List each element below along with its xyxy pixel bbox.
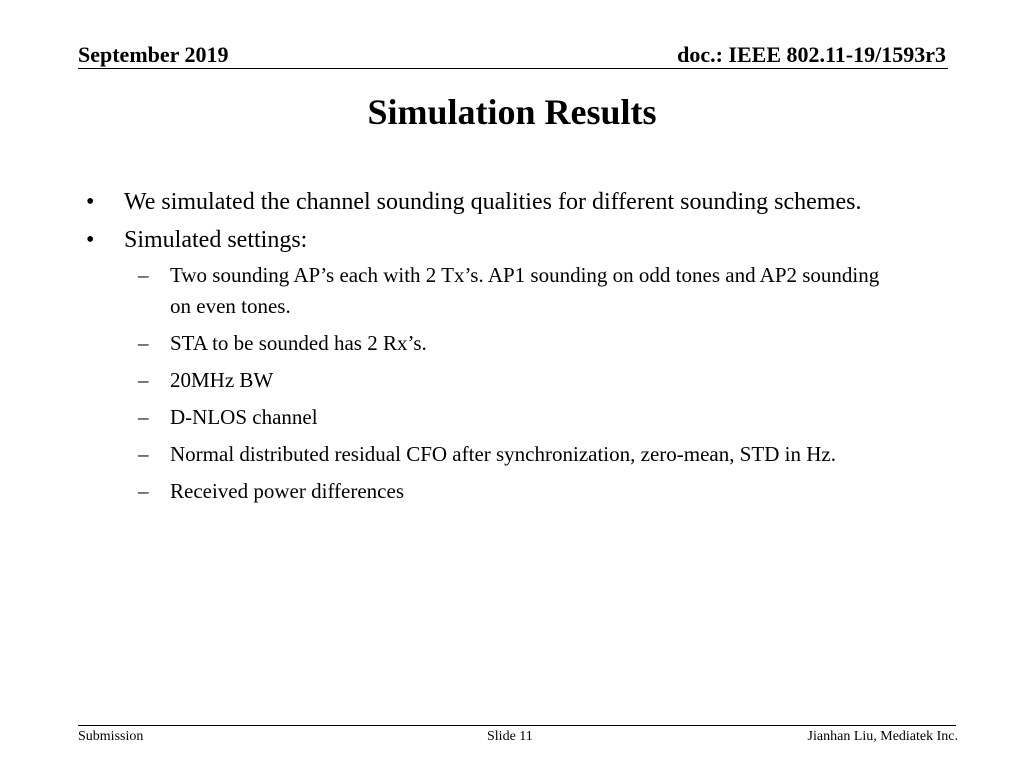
dash-marker: – xyxy=(138,442,149,466)
sub-bullet-item xyxy=(130,476,890,507)
sub-bullet-text: Received power differences xyxy=(170,479,404,503)
header-doc-id: doc.: IEEE 802.11-19/1593r3 xyxy=(677,42,946,67)
footer-divider xyxy=(78,725,956,726)
sub-bullet-text: 20MHz BW xyxy=(170,368,274,392)
dash-marker: – xyxy=(138,331,149,355)
header-divider xyxy=(78,68,948,69)
bullet-text: We simulated the channel sounding qualities for different sounding schemes. xyxy=(124,189,862,215)
dash-marker: – xyxy=(138,405,149,429)
sub-bullet-item xyxy=(130,439,890,470)
bullet-item xyxy=(84,184,934,220)
sub-bullet-text: Two sounding AP’s each with 2 Tx’s. AP1 sounding on odd tones and AP2 sounding on even tones. xyxy=(170,263,880,318)
dash-marker: – xyxy=(138,263,149,287)
sub-bullet-item xyxy=(130,365,890,396)
dash-marker: – xyxy=(138,368,149,392)
sub-bullet-text: Normal distributed residual CFO after synchronization, zero-mean, STD in Hz. xyxy=(170,442,836,466)
header-date: September 2019 xyxy=(78,42,229,67)
sub-bullet-text: STA to be sounded has 2 Rx’s. xyxy=(170,331,427,355)
slide-body xyxy=(84,184,934,513)
footer-submission: Submission xyxy=(78,729,144,744)
bullet-text: Simulated settings: xyxy=(124,227,308,253)
dash-marker: – xyxy=(138,479,149,503)
bullet-item xyxy=(84,222,934,258)
sub-bullet-item xyxy=(130,328,890,359)
footer-slide-number: Slide 11 xyxy=(487,729,533,744)
bullet-marker: • xyxy=(86,227,95,253)
sub-bullet-item xyxy=(130,260,890,322)
sub-bullet-text: D-NLOS channel xyxy=(170,405,318,429)
sub-bullet-item xyxy=(130,402,890,433)
sub-bullet-list xyxy=(84,260,934,507)
footer-author: Jianhan Liu, Mediatek Inc. xyxy=(807,729,958,744)
slide-title: Simulation Results xyxy=(367,92,657,132)
bullet-marker: • xyxy=(86,189,95,215)
